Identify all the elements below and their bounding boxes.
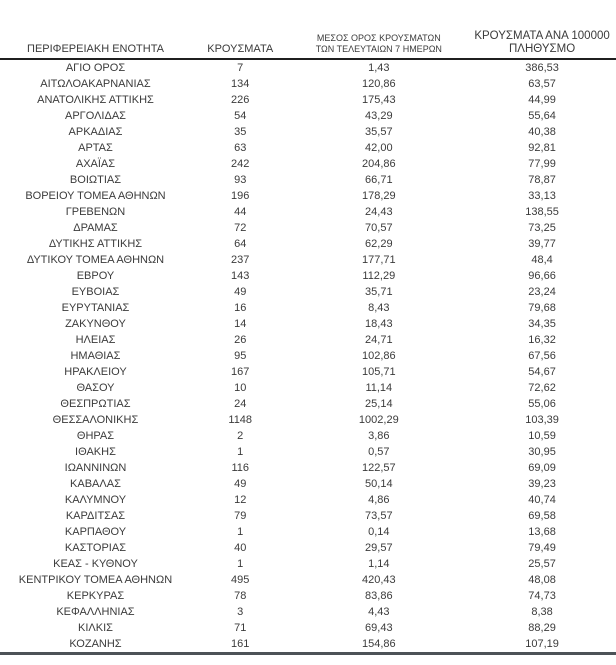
col-header-regional-unit-label: ΠΕΡΙΦΕΡΕΙΑΚΗ ΕΝΟΤΗΤΑ	[27, 43, 164, 55]
cell-cases-per-100000: 77,99	[528, 158, 556, 170]
table-row	[0, 540, 616, 556]
cell-region: ΚΑΡΔΙΤΣΑΣ	[65, 510, 126, 522]
cell-region: ΗΜΑΘΙΑΣ	[70, 350, 121, 362]
cell-cases: 49	[234, 478, 247, 490]
cell-avg-7-days: 62,29	[365, 238, 393, 250]
table-row	[0, 236, 616, 252]
cell-region: ΑΓΙΟ ΟΡΟΣ	[65, 62, 126, 74]
table-row	[0, 412, 616, 428]
cell-region: ΔΥΤΙΚΗΣ ΑΤΤΙΚΗΣ	[48, 238, 143, 250]
table-row	[0, 588, 616, 604]
cell-cases-per-100000: 48,08	[528, 574, 556, 586]
table-row	[0, 316, 616, 332]
cell-region: ΚΑΡΠΑΘΟΥ	[64, 526, 127, 538]
cell-avg-7-days: 8,43	[368, 302, 390, 314]
cell-avg-7-days: 420,43	[361, 574, 396, 586]
table-row	[0, 556, 616, 572]
cell-cases-per-100000: 25,57	[528, 558, 556, 570]
cell-avg-7-days: 42,00	[365, 142, 393, 154]
cell-cases-per-100000: 10,59	[528, 430, 556, 442]
cell-avg-7-days: 204,86	[361, 158, 396, 170]
cell-region: ΒΟΡΕΙΟΥ ΤΟΜΕΑ ΑΘΗΝΩΝ	[25, 190, 166, 202]
cell-cases: 10	[234, 382, 247, 394]
table-row	[0, 220, 616, 236]
header-row	[0, 30, 616, 59]
cell-avg-7-days: 4,86	[368, 494, 390, 506]
table-row	[0, 636, 616, 654]
cell-cases-per-100000: 79,68	[528, 302, 556, 314]
cell-cases-per-100000: 386,53	[525, 62, 559, 74]
cell-cases: 12	[234, 494, 247, 506]
cell-cases-per-100000: 30,95	[528, 446, 556, 458]
table-row	[0, 396, 616, 412]
col-header-cases	[191, 30, 290, 59]
cell-avg-7-days: 4,43	[368, 606, 390, 618]
cell-region: ΚΕΑΣ - ΚΥΘΝΟΥ	[53, 558, 138, 570]
table-row	[0, 124, 616, 140]
cell-region: ΔΥΤΙΚΟΥ ΤΟΜΕΑ ΑΘΗΝΩΝ	[26, 254, 165, 266]
cell-cases-per-100000: 88,29	[528, 622, 556, 634]
table-row	[0, 524, 616, 540]
table-row	[0, 284, 616, 300]
cell-avg-7-days: 35,71	[365, 286, 393, 298]
cell-cases: 1	[237, 446, 244, 458]
cell-cases: 35	[234, 126, 247, 138]
cell-cases: 54	[234, 110, 247, 122]
cell-avg-7-days: 120,86	[361, 78, 396, 90]
cell-cases: 134	[231, 78, 250, 90]
table-row	[0, 572, 616, 588]
cell-cases: 2	[237, 430, 244, 442]
cell-cases-per-100000: 40,74	[528, 494, 556, 506]
cell-cases: 7	[237, 62, 244, 74]
table-row	[0, 332, 616, 348]
cell-cases: 63	[234, 142, 247, 154]
cell-avg-7-days: 35,57	[365, 126, 393, 138]
regional-cases-table	[0, 30, 616, 655]
cell-cases-per-100000: 69,58	[528, 510, 556, 522]
cell-cases: 24	[234, 398, 247, 410]
table-row	[0, 59, 616, 76]
cell-avg-7-days: 43,29	[365, 110, 393, 122]
cell-region: ΕΒΡΟΥ	[76, 270, 115, 282]
cell-cases: 1	[237, 558, 244, 570]
cell-cases: 78	[234, 590, 247, 602]
cell-avg-7-days: 102,86	[361, 350, 396, 362]
table-row	[0, 428, 616, 444]
cell-cases: 71	[234, 622, 247, 634]
cell-cases: 116	[231, 462, 249, 474]
cell-avg-7-days: 29,57	[365, 542, 393, 554]
cell-avg-7-days: 70,57	[365, 222, 393, 234]
table-row	[0, 204, 616, 220]
cell-avg-7-days: 69,43	[365, 622, 393, 634]
table-row	[0, 140, 616, 156]
cell-avg-7-days: 105,71	[361, 366, 396, 378]
cell-region: ΕΥΒΟΙΑΣ	[71, 286, 120, 298]
cell-region: ΑΧΑΪΑΣ	[75, 158, 116, 170]
cell-cases-per-100000: 63,57	[528, 78, 556, 90]
table-row	[0, 380, 616, 396]
cell-avg-7-days: 1,43	[368, 62, 390, 74]
cell-region: ΚΑΛΥΜΝΟΥ	[64, 494, 127, 506]
cell-region: ΗΛΕΙΑΣ	[75, 334, 116, 346]
cell-region: ΚΟΖΑΝΗΣ	[0, 636, 191, 654]
cell-cases-per-100000: 39,77	[528, 238, 556, 250]
table-row	[0, 508, 616, 524]
cell-cases: 226	[231, 94, 250, 106]
cell-region: ΘΕΣΠΡΩΤΙΑΣ	[60, 398, 131, 410]
table-row	[0, 188, 616, 204]
cell-region: ΘΕΣΣΑΛΟΝΙΚΗΣ	[52, 414, 139, 426]
cell-cases-per-100000: 78,87	[528, 174, 556, 186]
cell-avg-7-days: 112,29	[362, 270, 396, 282]
cell-cases: 64	[234, 238, 247, 250]
table-row	[0, 268, 616, 284]
cell-region: ΗΡΑΚΛΕΙΟΥ	[64, 366, 127, 378]
cell-cases-per-100000: 54,67	[528, 366, 556, 378]
cell-region: ΑΙΤΩΛΟΑΚΑΡΝΑΝΙΑΣ	[40, 78, 151, 90]
cell-avg-7-days: 3,86	[368, 430, 390, 442]
cell-cases-per-100000: 79,49	[528, 542, 556, 554]
table-row	[0, 444, 616, 460]
cell-cases: 143	[231, 270, 250, 282]
cell-region: ΑΡΤΑΣ	[78, 142, 113, 154]
cell-region: ΓΡΕΒΕΝΩΝ	[65, 206, 126, 218]
cell-region: ΔΡΑΜΑΣ	[73, 222, 118, 234]
col-header-regional-unit	[0, 30, 191, 59]
cell-avg-7-days: 0,57	[368, 446, 390, 458]
cell-cases: 93	[234, 174, 247, 186]
cell-avg-7-days: 0,14	[368, 526, 390, 538]
cell-avg-7-days: 154,86	[290, 636, 469, 654]
cell-region: ΘΗΡΑΣ	[76, 430, 115, 442]
cell-cases-per-100000: 55,06	[528, 398, 556, 410]
cell-cases-per-100000: 16,32	[528, 334, 556, 346]
cell-avg-7-days: 11,14	[365, 382, 393, 394]
table-row	[0, 156, 616, 172]
cell-avg-7-days: 122,57	[361, 462, 396, 474]
cell-cases: 1	[237, 526, 244, 538]
cell-region: ΑΡΓΟΛΙΔΑΣ	[64, 110, 126, 122]
cell-cases-per-100000: 48,4	[531, 254, 553, 266]
cell-region: ΙΩΑΝΝΙΝΩΝ	[64, 462, 127, 474]
col-header-cases-per-100000-line1: ΚΡΟΥΣΜΑΤΑ ΑΝΑ 100000	[474, 30, 610, 42]
col-header-cases-label: ΚΡΟΥΣΜΑΤΑ	[207, 43, 274, 55]
cell-region: ΚΕΝΤΡΙΚΟΥ ΤΟΜΕΑ ΑΘΗΝΩΝ	[18, 574, 173, 586]
cell-cases-per-100000: 69,09	[528, 462, 556, 474]
cell-cases-per-100000: 74,73	[528, 590, 556, 602]
cell-cases: 495	[231, 574, 250, 586]
table-row	[0, 172, 616, 188]
cell-cases: 26	[234, 334, 247, 346]
cell-region: ΙΘΑΚΗΣ	[75, 446, 116, 458]
cell-cases: 79	[234, 510, 247, 522]
table-row	[0, 108, 616, 124]
cell-cases: 49	[234, 286, 247, 298]
table-row	[0, 620, 616, 636]
cell-cases-per-100000: 103,39	[525, 414, 559, 426]
cell-region: ΚΕΡΚΥΡΑΣ	[66, 590, 125, 602]
col-header-avg-7-days-line2: ΤΩΝ ΤΕΛΕΥΤΑΙΩΝ 7 ΗΜΕΡΩΝ	[315, 44, 442, 54]
cell-cases: 3	[237, 606, 244, 618]
cell-avg-7-days: 1002,29	[358, 414, 399, 426]
cell-avg-7-days: 50,14	[365, 478, 393, 490]
cell-cases-per-100000: 67,56	[528, 350, 556, 362]
table-row	[0, 604, 616, 620]
table-row	[0, 300, 616, 316]
cell-avg-7-days: 178,29	[361, 190, 396, 202]
cell-cases: 1148	[228, 414, 253, 426]
cell-cases-per-100000: 138,55	[525, 206, 559, 218]
table-row	[0, 76, 616, 92]
cell-avg-7-days: 25,14	[365, 398, 393, 410]
cell-cases-per-100000: 8,38	[531, 606, 553, 618]
table-row	[0, 92, 616, 108]
cell-cases: 44	[234, 206, 247, 218]
cell-cases-per-100000: 39,23	[528, 478, 556, 490]
cell-region: ΕΥΡΥΤΑΝΙΑΣ	[61, 302, 130, 314]
cell-cases-per-100000: 96,66	[528, 270, 556, 282]
cell-cases: 242	[231, 158, 250, 170]
cell-cases: 237	[231, 254, 250, 266]
table-row	[0, 460, 616, 476]
cell-region: ΘΑΣΟΥ	[76, 382, 115, 394]
cell-cases: 95	[234, 350, 247, 362]
cell-avg-7-days: 83,86	[365, 590, 393, 602]
cell-cases: 72	[234, 222, 247, 234]
table-row	[0, 492, 616, 508]
cell-avg-7-days: 24,43	[365, 206, 393, 218]
cell-cases-per-100000: 34,35	[528, 318, 556, 330]
col-header-cases-per-100000-line2: ΠΛΗΘΥΣΜΟ	[508, 42, 576, 55]
cell-avg-7-days: 73,57	[365, 510, 393, 522]
cell-cases: 167	[231, 366, 250, 378]
cell-cases: 40	[234, 542, 247, 554]
cell-cases: 14	[234, 318, 247, 330]
cell-avg-7-days: 24,71	[365, 334, 393, 346]
cell-region: ΚΙΛΚΙΣ	[78, 622, 113, 634]
cell-cases-per-100000: 107,19	[468, 636, 616, 654]
table-body	[0, 59, 616, 654]
cell-avg-7-days: 18,43	[365, 318, 393, 330]
cell-region: ΖΑΚΥΝΘΟΥ	[65, 318, 126, 330]
table-row	[0, 364, 616, 380]
cell-cases-per-100000: 23,24	[528, 286, 556, 298]
table-header	[0, 30, 616, 59]
col-header-cases-per-100000	[468, 30, 616, 59]
cell-cases-per-100000: 40,38	[528, 126, 556, 138]
cell-cases-per-100000: 92,81	[528, 142, 556, 154]
cell-region: ΑΝΑΤΟΛΙΚΗΣ ΑΤΤΙΚΗΣ	[37, 94, 154, 106]
cell-cases-per-100000: 72,62	[528, 382, 556, 394]
cell-region: ΒΟΙΩΤΙΑΣ	[69, 174, 122, 186]
cell-region: ΑΡΚΑΔΙΑΣ	[68, 126, 123, 138]
cell-region: ΚΕΦΑΛΛΗΝΙΑΣ	[56, 606, 135, 618]
col-header-avg-7-days-line1: ΜΕΣΟΣ ΟΡΟΣ ΚΡΟΥΣΜΑΤΩΝ	[316, 33, 441, 43]
cell-cases: 196	[231, 190, 250, 202]
cell-cases: 16	[234, 302, 247, 314]
table-row	[0, 252, 616, 268]
cell-cases: 161	[191, 636, 290, 654]
cell-region: ΚΑΣΤΟΡΙΑΣ	[64, 542, 127, 554]
cell-cases-per-100000: 44,99	[528, 94, 556, 106]
cell-cases-per-100000: 73,25	[528, 222, 556, 234]
cell-avg-7-days: 66,71	[365, 174, 393, 186]
cell-cases-per-100000: 13,68	[528, 526, 556, 538]
table-row	[0, 348, 616, 364]
cell-avg-7-days: 177,71	[361, 254, 396, 266]
cell-avg-7-days: 175,43	[361, 94, 396, 106]
cell-region: ΚΑΒΑΛΑΣ	[70, 478, 121, 490]
cell-avg-7-days: 1,14	[368, 558, 390, 570]
col-header-avg-7-days	[290, 30, 469, 59]
table-row	[0, 476, 616, 492]
cell-cases-per-100000: 55,64	[528, 110, 556, 122]
cell-cases-per-100000: 33,13	[528, 190, 556, 202]
